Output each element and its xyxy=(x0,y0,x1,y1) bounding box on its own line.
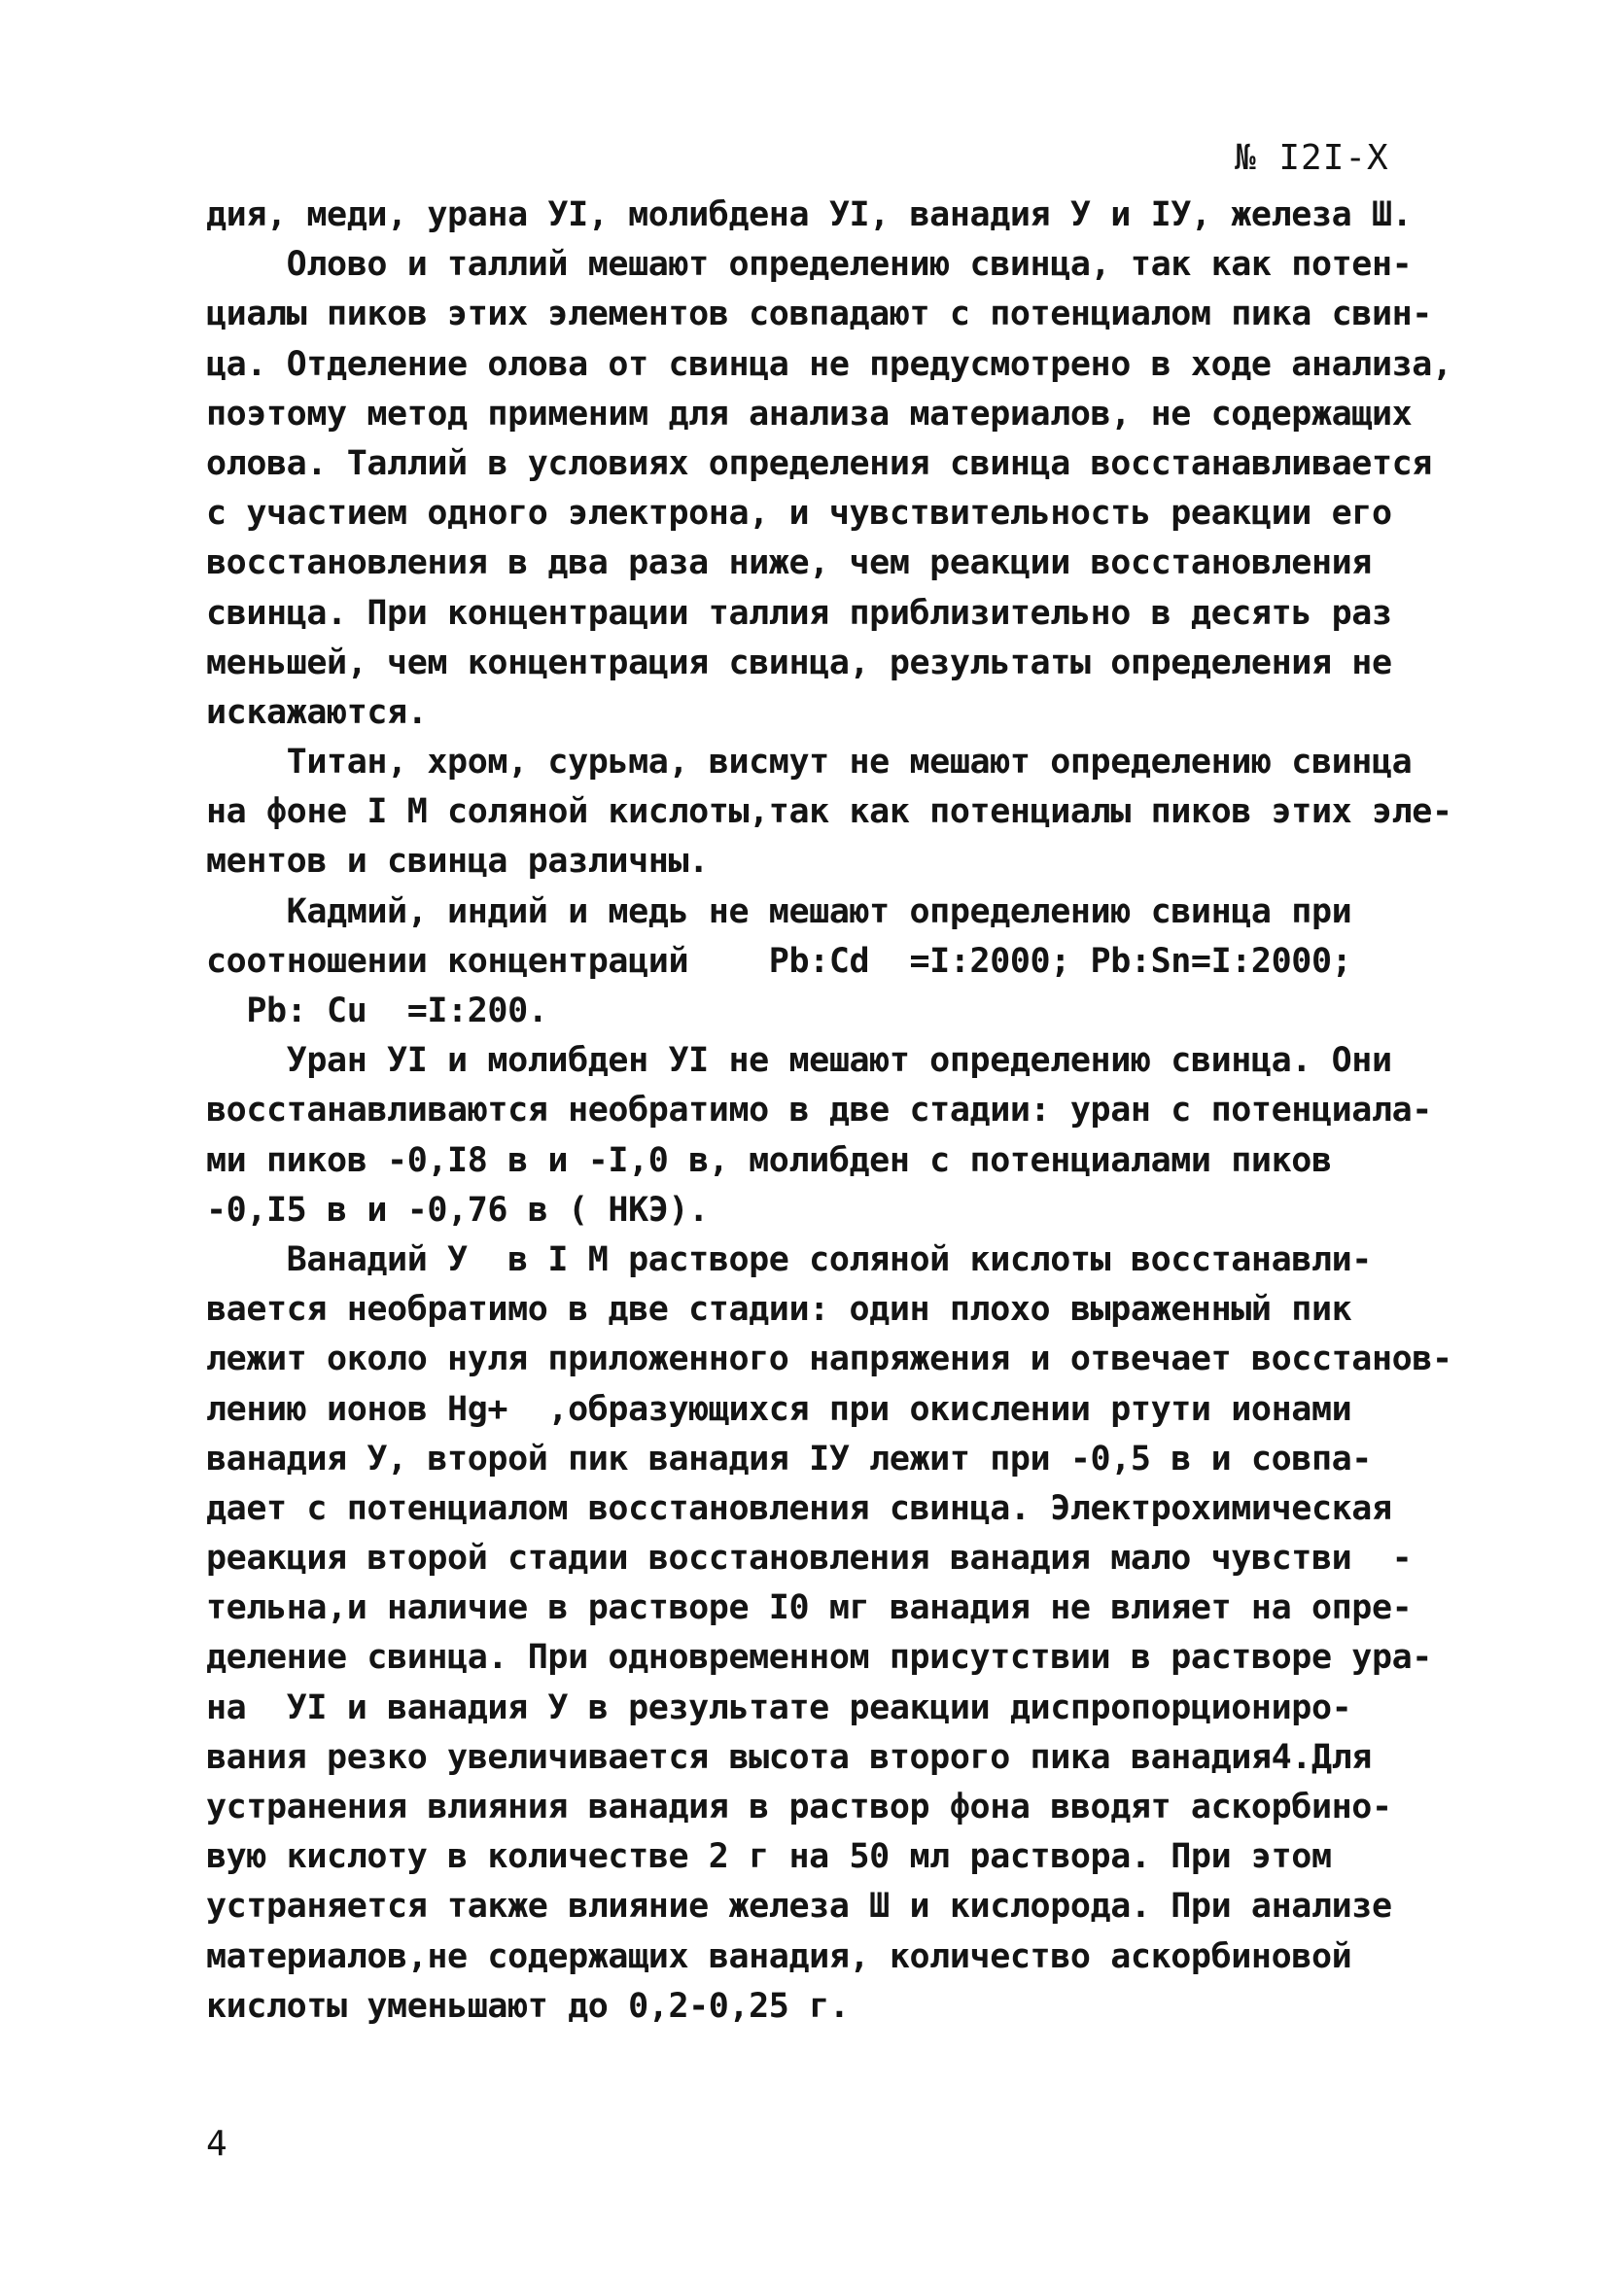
text-line: кислоты уменьшают до 0,2-0,25 г. xyxy=(206,1986,850,2026)
text-line: олова. Таллий в условиях определения свинца восстанавливается xyxy=(206,443,1432,483)
text-line: Титан, хром, сурьма, висмут не мешают определению свинца xyxy=(206,743,1413,783)
text-line: свинца. При концентрации таллия приблизительно в десять раз xyxy=(206,593,1392,633)
text-line: лению ионов Hg+ ,образующихся при окислении ртути ионами xyxy=(206,1389,1352,1429)
text-line: искажаются. xyxy=(206,692,428,732)
text-line: меньшей, чем концентрация свинца, результаты определения не xyxy=(206,643,1392,682)
text-line: ми пиков -0,I8 в и -I,0 в, молибден с потенциалами пиков xyxy=(206,1140,1332,1180)
text-line: вания резко увеличивается высота второго пика ванадия4.Для xyxy=(206,1737,1372,1777)
page-number: 4 xyxy=(206,2124,227,2164)
text-line: на фоне I М соляной кислоты,так как потенциалы пиков этих эле- xyxy=(206,792,1452,832)
text-line: Pb: Cu =I:200. xyxy=(206,991,548,1030)
text-line: -0,I5 в и -0,76 в ( НКЭ). xyxy=(206,1190,709,1230)
text-line: ментов и свинца различны. xyxy=(206,842,709,882)
text-line: Кадмий, индий и медь не мешают определению свинца при xyxy=(206,891,1352,931)
text-line: лежит около нуля приложенного напряжения и отвечает восстанов- xyxy=(206,1339,1452,1379)
text-line: реакция второй стадии восстановления ванадия мало чувстви - xyxy=(206,1539,1413,1579)
text-line: циалы пиков этих элементов совпадают с потенциалом пика свин- xyxy=(206,295,1432,334)
body-text xyxy=(206,191,1470,2032)
text-line: Уран УI и молибден УI не мешают определению свинца. Они xyxy=(206,1041,1392,1081)
text-line: вается необратимо в две стадии: один плохо выраженный пик xyxy=(206,1290,1352,1330)
text-line: тельна,и наличие в растворе I0 мг ванадия не влияет на опре- xyxy=(206,1588,1413,1628)
text-line: Ванадий У в I М растворе соляной кислоты восстанавли- xyxy=(206,1239,1372,1279)
text-line: поэтому метод применим для анализа материалов, не содержащих xyxy=(206,394,1413,434)
text-line: ванадия У, второй пик ванадия IУ лежит при -0,5 в и совпа- xyxy=(206,1439,1372,1478)
text-line: деление свинца. При одновременном присутствии в растворе ура- xyxy=(206,1638,1432,1678)
text-line: устранения влияния ванадия в раствор фона вводят аскорбино- xyxy=(206,1788,1392,1826)
text-line: вую кислоту в количестве 2 г на 50 мл раствора. При этом xyxy=(206,1837,1332,1877)
text-line: с участием одного электрона, и чувствительность реакции его xyxy=(206,494,1392,534)
text-line: на УI и ванадия У в результате реакции диспропорциониро- xyxy=(206,1687,1352,1727)
text-line: ца. Отделение олова от свинца не предусмотрено в ходе анализа, xyxy=(206,344,1452,384)
text-line: соотношении концентраций Pb:Cd =I:2000; Pb:Sn=I:2000; xyxy=(206,941,1352,981)
text-line: восстанавливаются необратимо в две стадии: уран с потенциала- xyxy=(206,1091,1432,1131)
text-line: материалов,не содержащих ванадия, количество аскорбиновой xyxy=(206,1936,1352,1976)
document-number: № I2I-X xyxy=(1235,138,1389,178)
text-line: устраняется также влияние железа Ш и кислорода. При анализе xyxy=(206,1887,1392,1927)
text-line: Олово и таллий мешают определению свинца, так как потен- xyxy=(206,245,1413,285)
text-line: дия, меди, урана УI, молибдена УI, ванадия У и IУ, железа Ш. xyxy=(206,195,1413,234)
text-line: восстановления в два раза ниже, чем реакции восстановления xyxy=(206,543,1372,583)
text-line: дает с потенциалом восстановления свинца. Электрохимическая xyxy=(206,1488,1392,1528)
